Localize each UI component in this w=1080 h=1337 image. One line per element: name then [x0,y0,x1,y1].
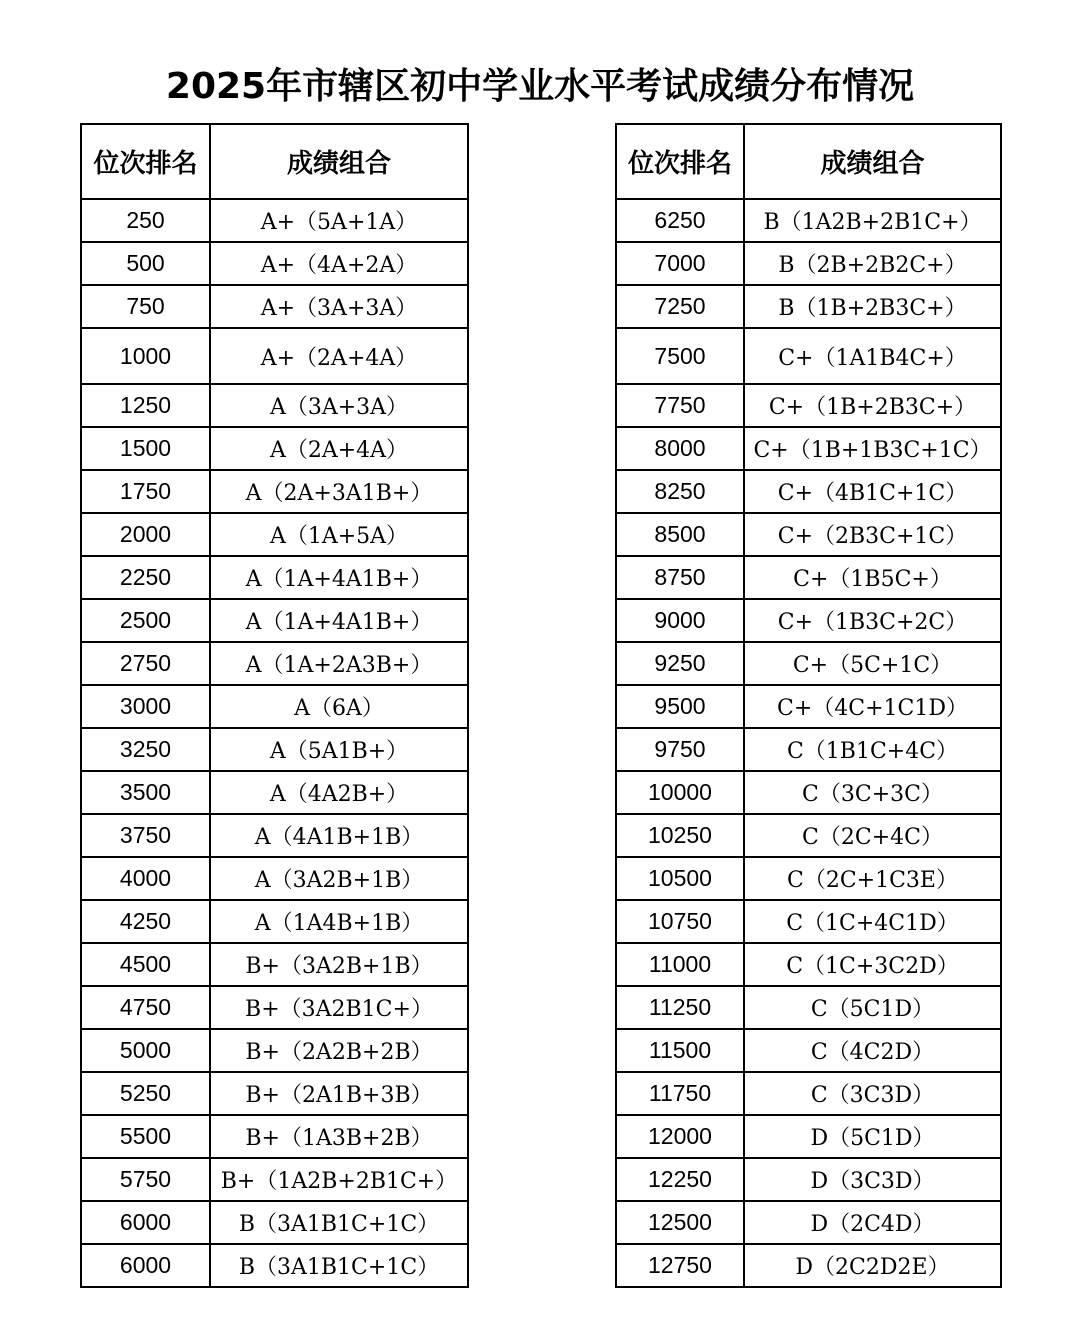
rank-cell: 12250 [616,1158,744,1201]
rank-cell: 4750 [81,986,210,1029]
rank-cell: 3750 [81,814,210,857]
rank-cell: 5250 [81,1072,210,1115]
rank-cell: 7750 [616,384,744,427]
table-row [616,1072,1001,1115]
grade-cell: B（1A2B+2B1C+） [744,199,1001,242]
table-row [616,857,1001,900]
score-table-left [80,123,469,1288]
grade-cell: C（2C+4C） [744,814,1001,857]
grade-cell: B+（1A2B+2B1C+） [210,1158,468,1201]
rank-cell: 4500 [81,943,210,986]
rank-cell: 8500 [616,513,744,556]
grade-cell: A（5A1B+） [210,728,468,771]
rank-cell: 11250 [616,986,744,1029]
grade-cell: A（1A+4A1B+） [210,556,468,599]
rank-cell: 12500 [616,1201,744,1244]
grade-cell: B（3A1B1C+1C） [210,1244,468,1287]
grade-cell: D（2C2D2E） [744,1244,1001,1287]
grade-cell: B+（3A2B+1B） [210,943,468,986]
table-row [616,900,1001,943]
table-row [616,1158,1001,1201]
table-row [81,986,468,1029]
rank-cell: 11000 [616,943,744,986]
table-row [616,470,1001,513]
rank-cell: 1250 [81,384,210,427]
rank-cell: 11750 [616,1072,744,1115]
table-row [616,728,1001,771]
rank-cell: 10250 [616,814,744,857]
grade-cell: B（3A1B1C+1C） [210,1201,468,1244]
table-row [81,1115,468,1158]
grade-cell: C（1C+4C1D） [744,900,1001,943]
rank-cell: 4250 [81,900,210,943]
grade-cell: C+（1A1B4C+） [744,328,1001,384]
table-row [616,685,1001,728]
rank-cell: 7500 [616,328,744,384]
rank-cell: 8250 [616,470,744,513]
table-row [616,986,1001,1029]
table-row [616,427,1001,470]
grade-cell: A（2A+3A1B+） [210,470,468,513]
table-row [81,427,468,470]
grade-cell: A（2A+4A） [210,427,468,470]
grade-cell: A（1A+4A1B+） [210,599,468,642]
grade-cell: A+（2A+4A） [210,328,468,384]
rank-cell: 2250 [81,556,210,599]
header-row [81,124,468,199]
table-row [81,1072,468,1115]
rank-cell: 3000 [81,685,210,728]
grade-cell: C+（4B1C+1C） [744,470,1001,513]
table-row [81,328,468,384]
rank-cell: 8750 [616,556,744,599]
table-row [81,1244,468,1287]
grade-cell: A（4A2B+） [210,771,468,814]
table-row [616,199,1001,242]
grade-cell: C（2C+1C3E） [744,857,1001,900]
table-row [81,857,468,900]
rank-cell: 6250 [616,199,744,242]
table-row [81,556,468,599]
grade-cell: A（4A1B+1B） [210,814,468,857]
grade-cell: C（4C2D） [744,1029,1001,1072]
table-row [616,328,1001,384]
grade-cell: C（3C3D） [744,1072,1001,1115]
rank-cell: 12750 [616,1244,744,1287]
table-row [616,384,1001,427]
grade-cell: A（1A4B+1B） [210,900,468,943]
rank-cell: 8000 [616,427,744,470]
rank-cell: 5750 [81,1158,210,1201]
rank-cell: 5500 [81,1115,210,1158]
table-row [81,1029,468,1072]
table-row [616,1115,1001,1158]
rank-cell: 7000 [616,242,744,285]
rank-cell: 7250 [616,285,744,328]
rank-cell: 6000 [81,1201,210,1244]
rank-cell: 6000 [81,1244,210,1287]
rank-cell: 10500 [616,857,744,900]
grade-cell: B（2B+2B2C+） [744,242,1001,285]
table-row [616,285,1001,328]
grade-cell: A（1A+2A3B+） [210,642,468,685]
rank-cell: 1750 [81,470,210,513]
grade-cell: D（3C3D） [744,1158,1001,1201]
grade-cell: B（1B+2B3C+） [744,285,1001,328]
rank-cell: 9000 [616,599,744,642]
table-row [81,513,468,556]
table-row [616,642,1001,685]
grade-cell: B+（1A3B+2B） [210,1115,468,1158]
rank-cell: 10750 [616,900,744,943]
rank-cell: 2750 [81,642,210,685]
rank-cell: 9750 [616,728,744,771]
table-row [616,556,1001,599]
rank-cell: 1000 [81,328,210,384]
grade-cell: C+（1B+1B3C+1C） [744,427,1001,470]
table-row [81,470,468,513]
table-row [616,771,1001,814]
table-row [81,1158,468,1201]
rank-cell: 500 [81,242,210,285]
rank-cell: 9500 [616,685,744,728]
table-row [616,1029,1001,1072]
grade-cell: B+（2A2B+2B） [210,1029,468,1072]
rank-cell: 3500 [81,771,210,814]
grade-cell: C+（1B+2B3C+） [744,384,1001,427]
table-row [81,943,468,986]
score-table-right [615,123,1002,1288]
grade-cell: A（3A2B+1B） [210,857,468,900]
rank-cell: 9250 [616,642,744,685]
table-row [81,771,468,814]
grade-cell: A+（5A+1A） [210,199,468,242]
table-row [81,642,468,685]
table-row [81,900,468,943]
table-row [616,1201,1001,1244]
rank-cell: 750 [81,285,210,328]
grade-cell: A（1A+5A） [210,513,468,556]
grade-cell: C+（1B5C+） [744,556,1001,599]
grade-cell: A（3A+3A） [210,384,468,427]
rank-cell: 2500 [81,599,210,642]
table-row [81,728,468,771]
rank-header: 位次排名 [81,124,210,199]
table-row [81,814,468,857]
grade-cell: A+（3A+3A） [210,285,468,328]
grade-cell: B+（2A1B+3B） [210,1072,468,1115]
table-row [616,599,1001,642]
grade-cell: B+（3A2B1C+） [210,986,468,1029]
rank-cell: 1500 [81,427,210,470]
table-row [81,285,468,328]
table-row [616,943,1001,986]
grade-cell: D（5C1D） [744,1115,1001,1158]
rank-cell: 12000 [616,1115,744,1158]
grade-cell: C（3C+3C） [744,771,1001,814]
table-row [616,242,1001,285]
table-row [616,513,1001,556]
table-row [81,384,468,427]
table-row [616,814,1001,857]
grade-header: 成绩组合 [210,124,468,199]
grade-cell: A（6A） [210,685,468,728]
grade-cell: C+（1B3C+2C） [744,599,1001,642]
grade-cell: C（1C+3C2D） [744,943,1001,986]
rank-cell: 250 [81,199,210,242]
page-title: 2025年市辖区初中学业水平考试成绩分布情况 [165,66,915,107]
table-row [81,599,468,642]
table-row [81,685,468,728]
table-row [616,1244,1001,1287]
grade-cell: C+（5C+1C） [744,642,1001,685]
header-row [616,124,1001,199]
rank-cell: 3250 [81,728,210,771]
rank-cell: 2000 [81,513,210,556]
grade-cell: C+（2B3C+1C） [744,513,1001,556]
grade-cell: C（5C1D） [744,986,1001,1029]
table-row [81,1201,468,1244]
grade-cell: D（2C4D） [744,1201,1001,1244]
grade-cell: A+（4A+2A） [210,242,468,285]
rank-cell: 11500 [616,1029,744,1072]
rank-cell: 4000 [81,857,210,900]
table-row [81,242,468,285]
grade-cell: C（1B1C+4C） [744,728,1001,771]
grade-header: 成绩组合 [744,124,1001,199]
rank-cell: 5000 [81,1029,210,1072]
rank-cell: 10000 [616,771,744,814]
grade-cell: C+（4C+1C1D） [744,685,1001,728]
table-row [81,199,468,242]
rank-header: 位次排名 [616,124,744,199]
